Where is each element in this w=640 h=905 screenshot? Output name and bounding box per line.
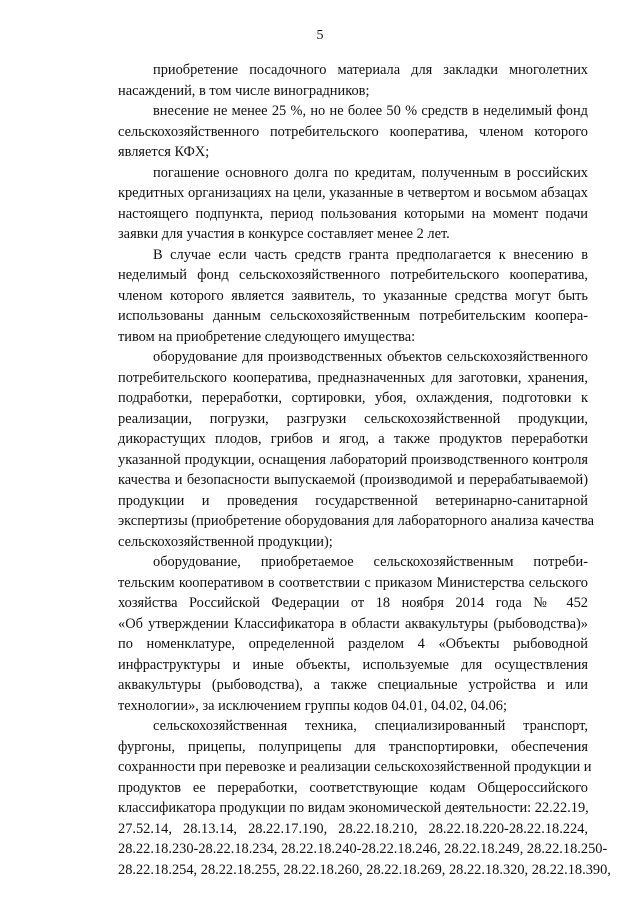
text-line: фургоны, прицепы, полуприцепы для транспортировки, обеспечения <box>118 738 588 755</box>
text-line: тельским кооперативом в соответствии с приказом Министерства сельского <box>118 574 588 591</box>
text-line: тивом на приобретение следующего имущества: <box>118 328 416 345</box>
text-line: инфраструктуры и иные объекты, используемые для осуществления <box>118 656 588 673</box>
paragraph <box>118 60 588 101</box>
page-number: 5 <box>316 28 324 43</box>
text-line: сельскохозяйственного потребительского кооператива, членом которого <box>118 123 588 140</box>
text-line: насаждений, в том числе виноградников; <box>118 82 370 99</box>
paragraph <box>118 101 588 163</box>
text-line: приобретение посадочного материала для закладки многолетних <box>153 62 588 78</box>
text-line: дикорастущих плодов, грибов и ягод, а также продуктов переработки <box>118 431 588 447</box>
text-line: внесение не менее 25 %, но не более 50 % средств в неделимый фонд <box>153 103 588 119</box>
text-line: членом которого является заявитель, то указанные средства могут быть <box>118 287 588 304</box>
text-line: оборудование, приобретаемое сельскохозяйственным потреби- <box>153 554 588 570</box>
text-line: потребительского кооператива, предназначенных для заготовки, хранения, <box>118 369 588 386</box>
text-line: 28.22.18.254, 28.22.18.255, 28.22.18.260, 28.22.18.269, 28.22.18.320, 28.22.18.390, <box>118 861 611 878</box>
paragraph <box>118 716 611 880</box>
text-line: классификатора продукции по видам экономической деятельности: 22.22.19, <box>118 800 589 816</box>
text-line: является КФХ; <box>118 144 210 160</box>
text-line: настоящего подпункта, период пользования которыми на момент подачи <box>118 205 588 222</box>
text-line: сельскохозяйственной продукции); <box>118 533 333 550</box>
paragraph <box>118 552 588 716</box>
text-line: продукции и проведения государственной ветеринарно-санитарной <box>118 492 588 509</box>
text-line: качества и безопасности выпускаемой (производимой и перерабатываемой) <box>118 472 588 488</box>
text-line: оборудование для производственных объектов сельскохозяйственного <box>153 349 588 365</box>
text-line: «Об утверждении Классификатора в области аквакультуры (рыбоводства)» <box>118 615 588 632</box>
text-line: экспертизы (приобретение оборудования для лабораторного анализа качества <box>118 513 595 529</box>
text-line: технологии», за исключением группы кодов 04.01, 04.02, 04.06; <box>118 697 507 714</box>
text-line: В случае если часть средств гранта предполагается к внесению в <box>153 246 588 263</box>
text-line: по номенклатуре, определенной разделом 4 «Объекты рыбоводной <box>118 636 588 652</box>
text-line: использованы данным сельскохозяйственным потребительским коопера- <box>118 308 588 324</box>
text-line: реализации, погрузки, разгрузки сельскохозяйственной продукции, <box>118 410 588 427</box>
text-line: заявки для участия в конкурсе составляет менее 2 лет. <box>118 226 450 242</box>
paragraph <box>118 163 588 245</box>
text-line: сохранности при перевозке и реализации сельскохозяйственной продукции и <box>118 759 592 775</box>
paragraph <box>118 245 588 348</box>
text-line: продуктов ее переработки, соответствующие кодам Общероссийского <box>118 779 588 796</box>
text-line: неделимый фонд сельскохозяйственного потребительского кооператива, <box>118 267 588 283</box>
paragraph <box>118 347 595 552</box>
text-line: погашение основного долга по кредитам, полученным в российских <box>153 164 588 181</box>
document-body <box>118 60 611 880</box>
text-line: 27.52.14, 28.13.14, 28.22.17.190, 28.22.18.210, 28.22.18.220-28.22.18.224, <box>118 820 588 837</box>
text-line: подработки, переработки, сортировки, убоя, охлаждения, подготовки к <box>118 390 588 406</box>
text-line: указанной продукции, оснащения лабораторий производственного контроля <box>118 451 588 468</box>
text-line: сельскохозяйственная техника, специализированный транспорт, <box>153 718 588 734</box>
text-line: хозяйства Российской Федерации от 18 ноября 2014 года № 452 <box>118 595 588 611</box>
text-line: аквакультуры (рыбоводства), а также специальные устройства и или <box>118 677 588 693</box>
text-line: кредитных организациях на цели, указанные в четвертом и восьмом абзацах <box>118 185 588 201</box>
text-line: 28.22.18.230-28.22.18.234, 28.22.18.240-28.22.18.246, 28.22.18.249, 28.22.18.250- <box>118 841 608 857</box>
